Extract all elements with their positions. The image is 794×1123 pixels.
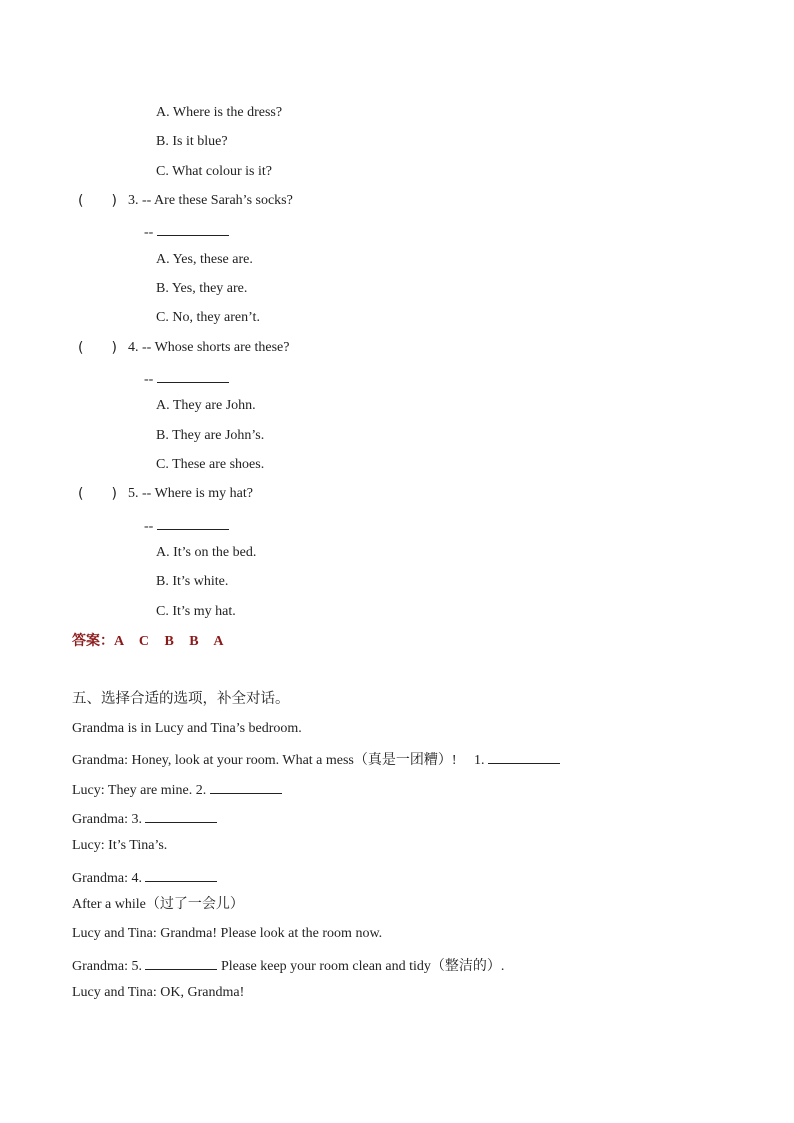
dialogue-line-1-text: Grandma: Honey, look at your room. What a mess（真是一团糟）! bbox=[72, 753, 457, 768]
q3-option-b: B. Yes, they are. bbox=[156, 281, 248, 296]
q3-reply-prefix: -- bbox=[144, 225, 154, 240]
dialogue-line-5 bbox=[72, 867, 217, 888]
q3-stem: 3. -- Are these Sarah’s socks? bbox=[128, 193, 293, 208]
dialogue-line-3 bbox=[72, 808, 217, 829]
dialogue-line-8-post: Please keep your room clean and tidy（整洁的）. bbox=[220, 959, 505, 974]
q2-option-a: A. Where is the dress? bbox=[156, 105, 283, 120]
q3-reply bbox=[144, 221, 229, 242]
q2-option-c: C. What colour is it? bbox=[156, 164, 272, 179]
dialogue-line-7: Lucy and Tina: Grandma! Please look at the room now. bbox=[72, 926, 383, 941]
q4-reply-prefix: -- bbox=[144, 372, 154, 387]
dialogue-line-1 bbox=[72, 749, 560, 770]
q4-stem: 4. -- Whose shorts are these? bbox=[128, 340, 290, 355]
section5-intro: Grandma is in Lucy and Tina’s bedroom. bbox=[72, 721, 302, 736]
q4-option-a: A. They are John. bbox=[156, 398, 256, 413]
dialogue-blank-3[interactable] bbox=[145, 808, 217, 823]
q5-reply bbox=[144, 515, 229, 536]
dialogue-line-1-num: 1. bbox=[474, 753, 485, 768]
dialogue-line-8-pre: Grandma: 5. bbox=[72, 959, 142, 974]
q3-reply-blank[interactable] bbox=[157, 221, 229, 236]
dialogue-blank-4[interactable] bbox=[145, 867, 217, 882]
dialogue-line-5-text: Grandma: 4. bbox=[72, 871, 142, 886]
q3-option-c: C. No, they aren’t. bbox=[156, 310, 260, 325]
q3-option-a: A. Yes, these are. bbox=[156, 252, 253, 267]
q4-reply-blank[interactable] bbox=[157, 368, 229, 383]
dialogue-blank-5[interactable] bbox=[145, 955, 217, 970]
q4-reply bbox=[144, 368, 229, 389]
dialogue-line-3-text: Grandma: 3. bbox=[72, 812, 142, 827]
section5-title: 五、选择合适的选项，补全对话。 bbox=[72, 691, 290, 707]
answer-label: 答案： bbox=[72, 633, 114, 649]
q2-option-b: B. Is it blue? bbox=[156, 134, 228, 149]
q5-option-b: B. It’s white. bbox=[156, 574, 229, 589]
dialogue-line-4: Lucy: It’s Tina’s. bbox=[72, 838, 168, 853]
dialogue-blank-1[interactable] bbox=[488, 749, 560, 764]
q5-stem: 5. -- Where is my hat? bbox=[128, 486, 253, 501]
q4-answer-paren[interactable]: ( ) bbox=[78, 340, 117, 356]
answer-key bbox=[72, 632, 223, 651]
q5-reply-prefix: -- bbox=[144, 519, 154, 534]
dialogue-line-9: Lucy and Tina: OK, Grandma! bbox=[72, 985, 245, 1000]
q5-answer-paren[interactable]: ( ) bbox=[78, 486, 117, 502]
q5-reply-blank[interactable] bbox=[157, 515, 229, 530]
q5-option-c: C. It’s my hat. bbox=[156, 604, 236, 619]
dialogue-line-2 bbox=[72, 779, 282, 800]
dialogue-blank-2[interactable] bbox=[210, 779, 282, 794]
q5-option-a: A. It’s on the bed. bbox=[156, 545, 257, 560]
q4-option-b: B. They are John’s. bbox=[156, 428, 265, 443]
answer-values: A C B B A bbox=[114, 634, 224, 649]
dialogue-line-2-text: Lucy: They are mine. 2. bbox=[72, 783, 207, 798]
dialogue-line-8 bbox=[72, 955, 504, 976]
dialogue-line-6: After a while（过了一会儿） bbox=[72, 897, 244, 912]
q4-option-c: C. These are shoes. bbox=[156, 457, 265, 472]
q3-answer-paren[interactable]: ( ) bbox=[78, 193, 117, 209]
